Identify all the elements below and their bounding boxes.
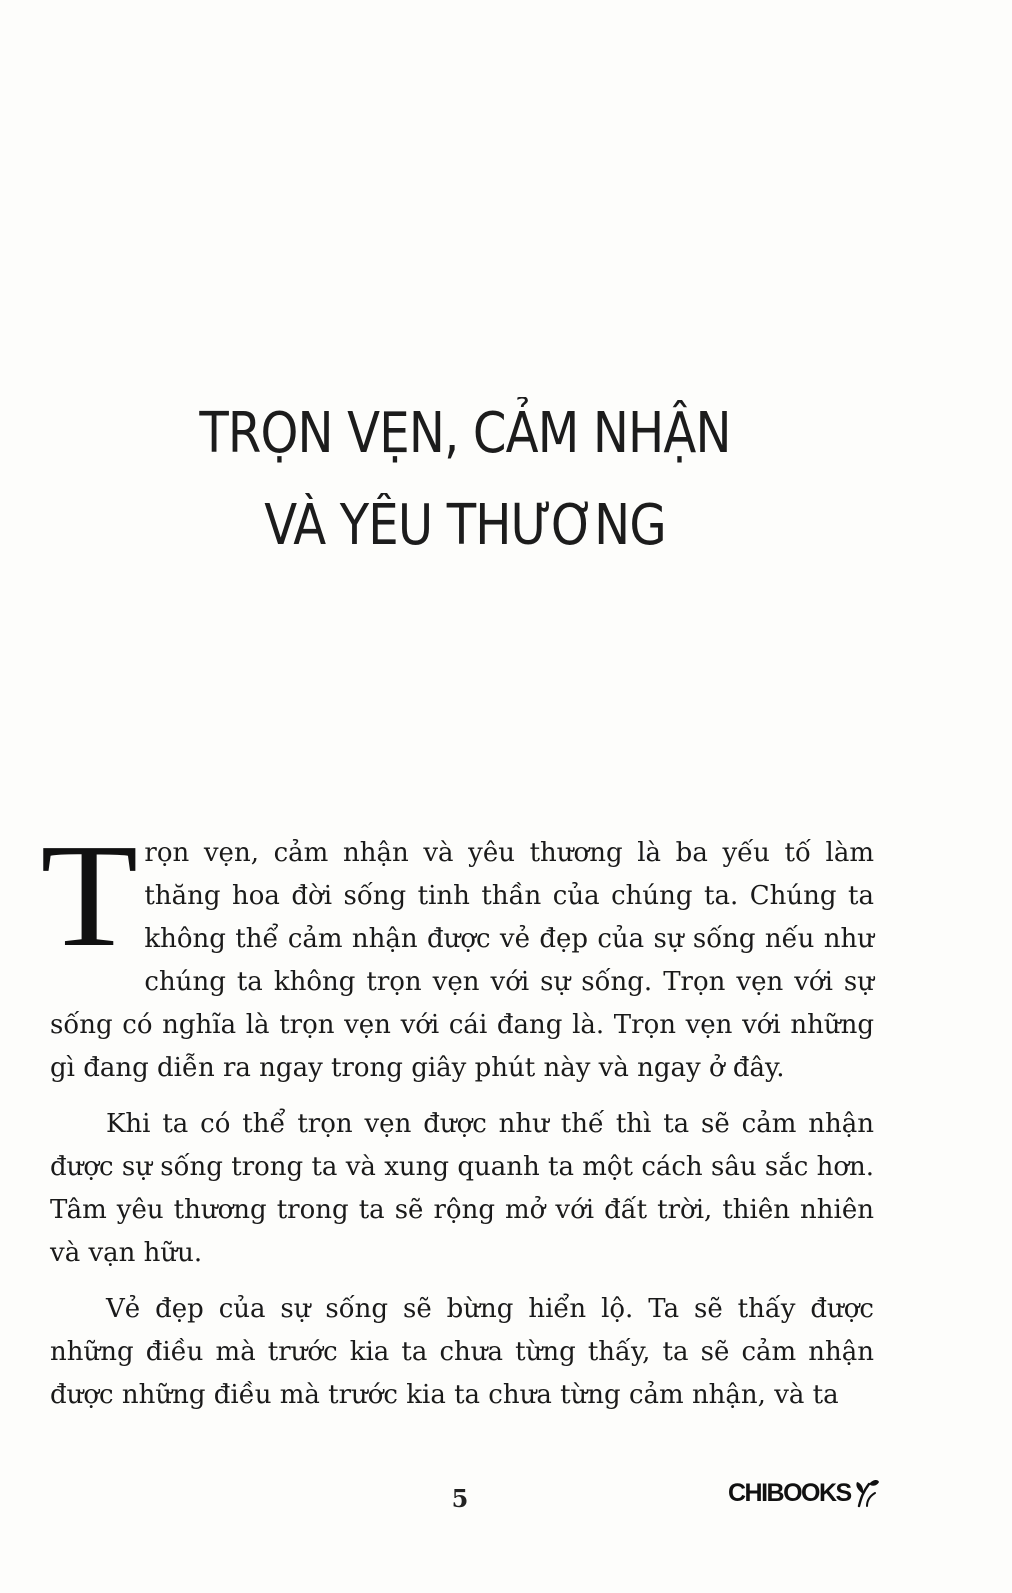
publisher-name: CHIBOOKS (728, 1479, 851, 1507)
paragraph-2: Khi ta có thể trọn vẹn được như thế thì ta sẽ cảm nhận được sự sống trong ta và xung quanh ta một cách sâu sắc hơn. Tâm yêu thương trong ta sẽ rộng mở với đất trời, thiên nhiên và vạn hữu. (50, 1109, 874, 1268)
chapter-title (0, 388, 930, 572)
paragraph-1-text: rọn vẹn, cảm nhận và yêu thương là ba yếu tố làm thăng hoa đời sống tinh thần của chúng ta. Chúng ta không thể cảm nhận được vẻ đẹp của sự sống nếu như chúng ta không trọn vẹn với sự sống. Trọn vẹn với sự sống có nghĩa là trọn vẹn với cái đang là. Trọn vẹn với những gì đang diễn ra ngay trong giây phút này và ngay ở đây. (50, 838, 874, 1083)
paragraph-3: Vẻ đẹp của sự sống sẽ bừng hiển lộ. Ta sẽ thấy được những điều mà trước kia ta chưa từng thấy, ta sẽ cảm nhận được những điều mà trước kia ta chưa từng cảm nhận, và ta (50, 1294, 874, 1410)
chapter-title-line-1: TRỌN VẸN, CẢM NHẬN (199, 401, 731, 466)
leaf-sprout-icon (853, 1476, 881, 1508)
body-text (40, 814, 874, 1417)
drop-cap: T (40, 814, 139, 978)
publisher-logo (728, 1476, 881, 1508)
chapter-title-line-2: VÀ YÊU THƯƠNG (264, 493, 666, 558)
paragraph-1 (40, 814, 874, 1090)
page-number: 5 (451, 1484, 469, 1513)
